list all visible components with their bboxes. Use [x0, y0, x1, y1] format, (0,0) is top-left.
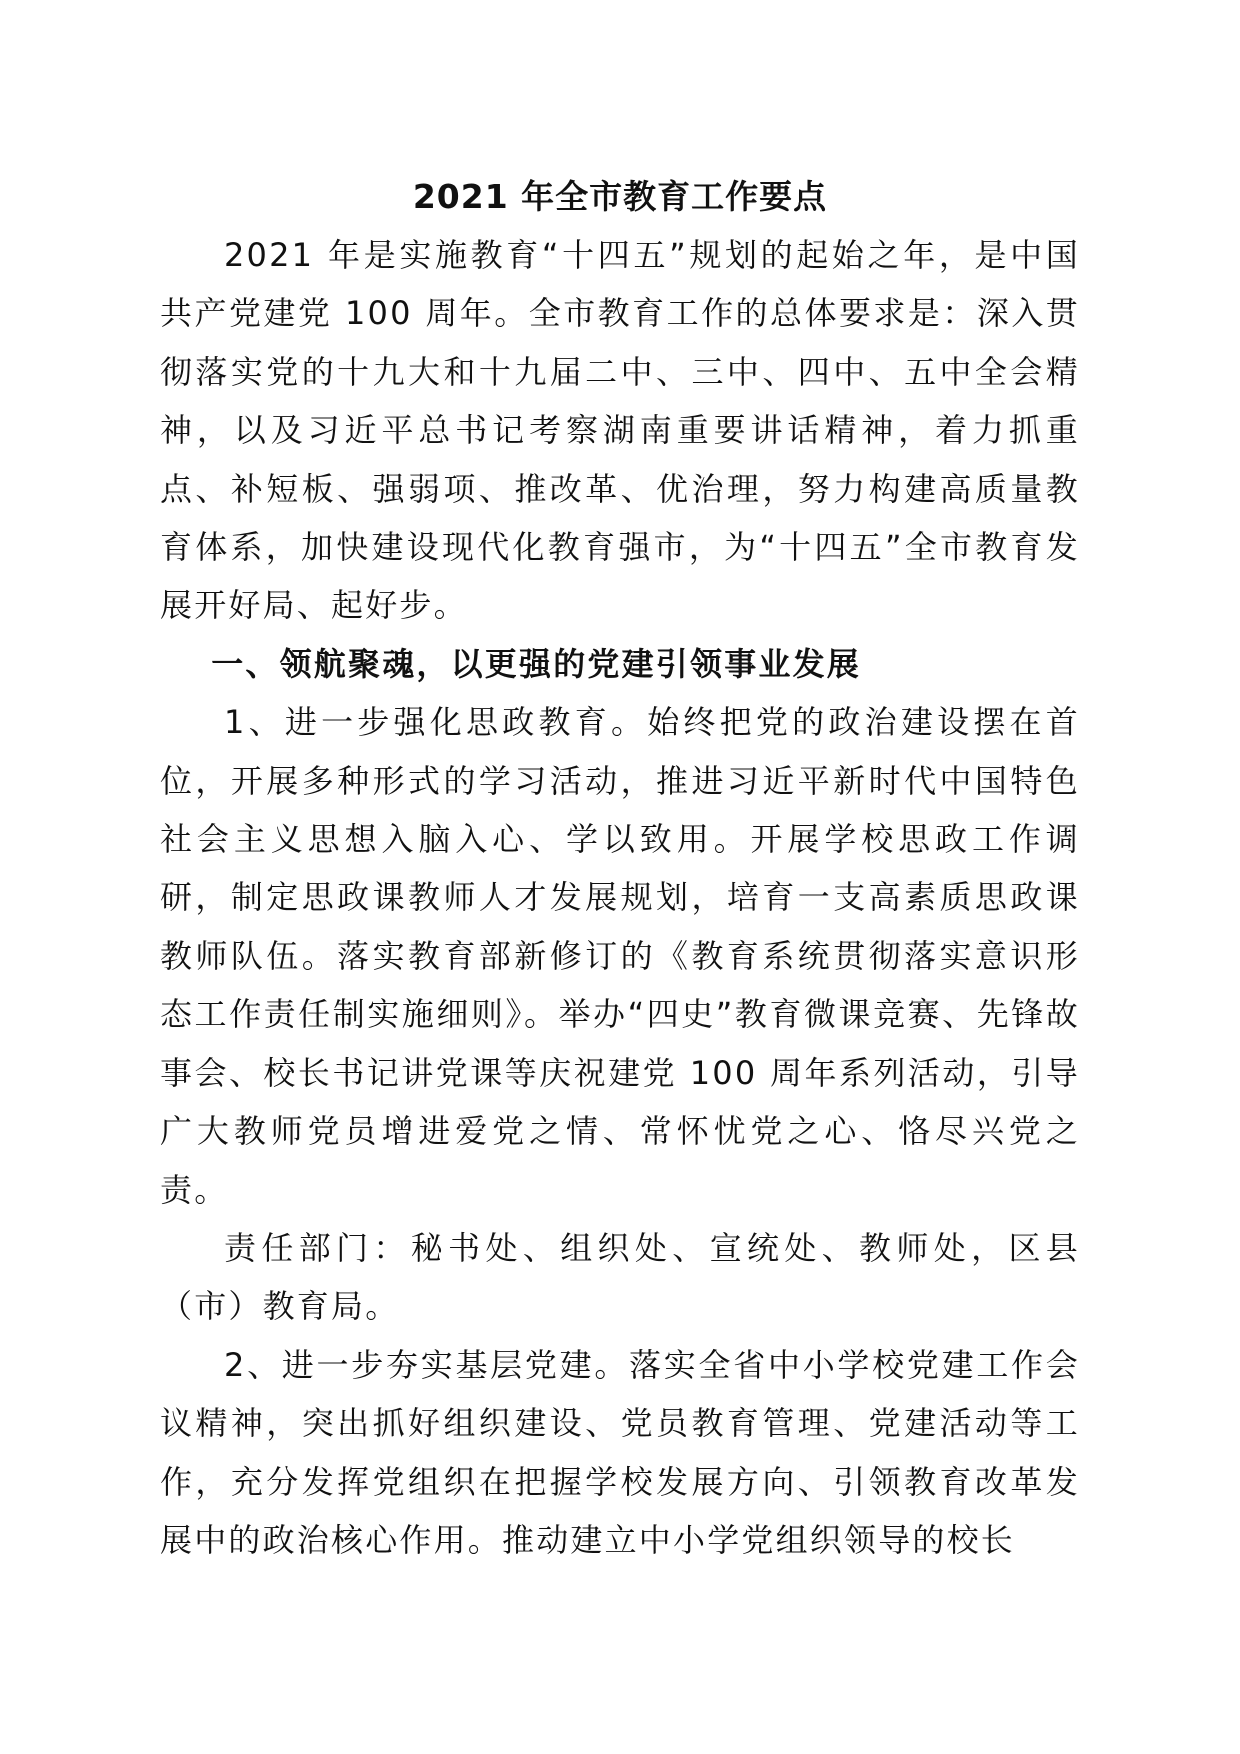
- intro-paragraph: 2021 年是实施教育“十四五”规划的起始之年，是中国共产党建党 100 周年。全市教育工作的总体要求是：深入贯彻落实党的十九大和十九届二中、三中、四中、五中全会精神，以及习近平总书记考察湖南重要讲话精神，着力抓重点、补短板、强弱项、推改革、优治理，努力构建高质量教育体系，加快建设现代化教育强市，为“十四五”全市教育发展开好局、起好步。: [160, 236, 1080, 625]
- document-title: 2021 年全市教育工作要点: [412, 177, 828, 216]
- section-heading: 一、领航聚魂，以更强的党建引领事业发展: [211, 644, 861, 683]
- item-2-paragraph: 2、进一步夯实基层党建。落实全省中小学校党建工作会议精神，突出抓好组织建设、党员教育管理、党建活动等工作，充分发挥党组织在把握学校发展方向、引领教育改革发展中的政治核心作用。推动建立中小学党组织领导的校长: [160, 1345, 1080, 1559]
- document-page: [160, 168, 1080, 1569]
- item-1-responsibility: 责任部门：秘书处、组织处、宣统处、教师处，区县（市）教育局。: [160, 1228, 1080, 1326]
- item-1-paragraph: 1、进一步强化思政教育。始终把党的政治建设摆在首位，开展多种形式的学习活动，推进习近平新时代中国特色社会主义思想入脑入心、学以致用。开展学校思政工作调研，制定思政课教师人才发展规划，培育一支高素质思政课教师队伍。落实教育部新修订的《教育系统贯彻落实意识形态工作责任制实施细则》。举办“四史”教育微课竞赛、先锋故事会、校长书记讲党课等庆祝建党 100 周年系列活动，引导广大教师党员增进爱党之情、常怀忧党之心、恪尽兴党之责。: [160, 703, 1080, 1209]
